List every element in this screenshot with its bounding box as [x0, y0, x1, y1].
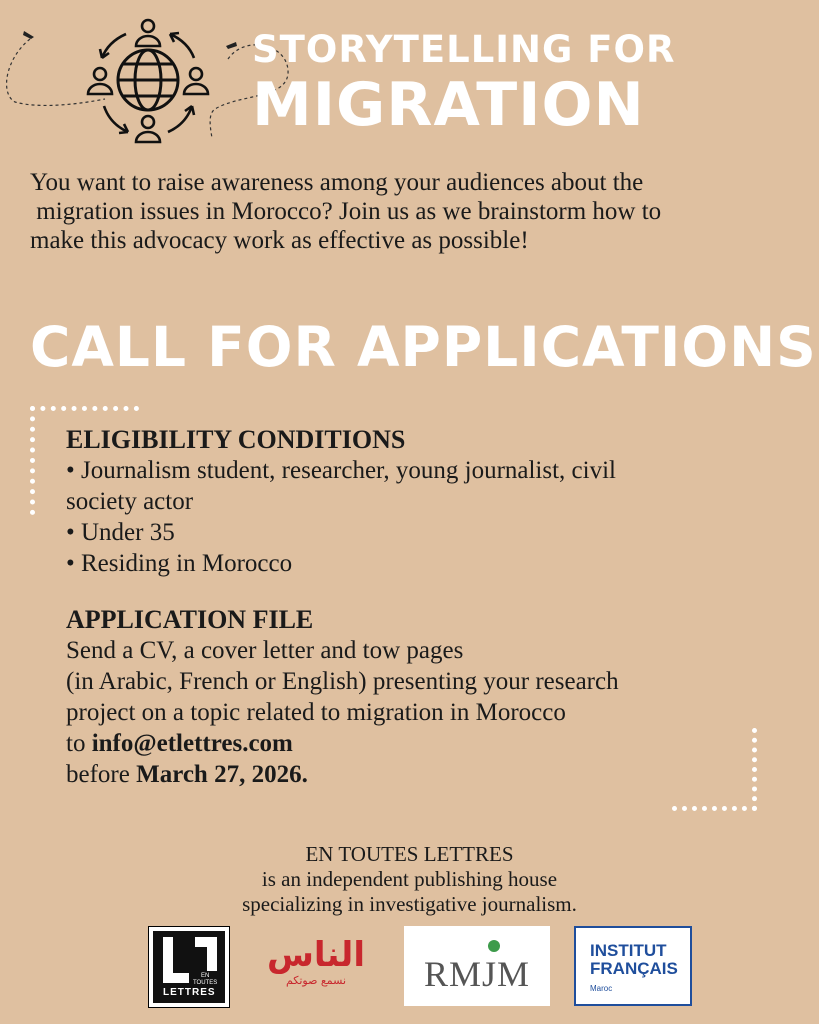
application-email-line: [66, 728, 746, 759]
intro-text: [30, 168, 800, 255]
intro-line-3: make this advocacy work as effective as possible!: [30, 227, 529, 254]
if-line-3: Maroc: [590, 984, 613, 993]
annas-subtitle-text: نسمع صوتكم: [285, 974, 347, 987]
eligibility-section: [66, 424, 746, 579]
footer-line-3: specializing in investigative journalism.: [242, 892, 577, 916]
eligibility-item-1-line-1: • Journalism student, researcher, young journalist, civil: [66, 457, 616, 484]
rmjm-text: RMJM: [423, 954, 531, 994]
email-prefix: to: [66, 730, 92, 757]
annas-arabic-text: الناس: [267, 935, 365, 975]
footer-line-1: EN TOUTES LETTRES: [305, 842, 514, 866]
annas-logo: [254, 926, 378, 1006]
eligibility-heading: ELIGIBILITY CONDITIONS: [66, 425, 406, 454]
en-toutes-lettres-logo: [148, 926, 230, 1008]
application-deadline-line: [66, 759, 746, 790]
institut-francais-logo: [574, 926, 692, 1006]
etl-toutes-text: TOUTES: [193, 980, 218, 986]
rmjm-logo: [404, 926, 550, 1006]
if-line-2: FRANÇAIS: [590, 959, 678, 978]
eligibility-item-3: • Residing in Morocco: [66, 550, 293, 577]
application-section: [66, 604, 746, 790]
application-line-3: project on a topic related to migration in Morocco: [66, 699, 566, 726]
if-line-1: INSTITUT: [590, 941, 667, 960]
application-heading: APPLICATION FILE: [66, 605, 314, 634]
call-for-applications-heading: CALL FOR APPLICATIONS: [30, 315, 817, 379]
application-line-2: (in Arabic, French or English) presenting your research: [66, 668, 619, 695]
rmjm-globe-icon: [488, 940, 500, 952]
title-line-1: STORYTELLING FOR: [252, 28, 676, 71]
footer-line-2: is an independent publishing house: [261, 867, 558, 891]
etl-lettres-text: LETTRES: [163, 987, 216, 998]
eligibility-item-2: • Under 35: [66, 519, 175, 546]
email-link[interactable]: info@etlettres.com: [91, 730, 293, 757]
intro-line-2: migration issues in Morocco? Join us as we brainstorm how to: [30, 198, 662, 225]
title-line-2: MIGRATION: [252, 70, 645, 140]
intro-line-1: You want to raise awareness among your audiences about the: [30, 169, 644, 196]
eligibility-item-1-line-2: society actor: [66, 488, 194, 515]
application-line-1: Send a CV, a cover letter and tow pages: [66, 637, 464, 664]
deadline-date: March 27, 2026.: [136, 761, 308, 788]
footer-text: [0, 842, 819, 917]
deadline-prefix: before: [66, 761, 137, 788]
etl-en-text: EN: [201, 973, 210, 979]
